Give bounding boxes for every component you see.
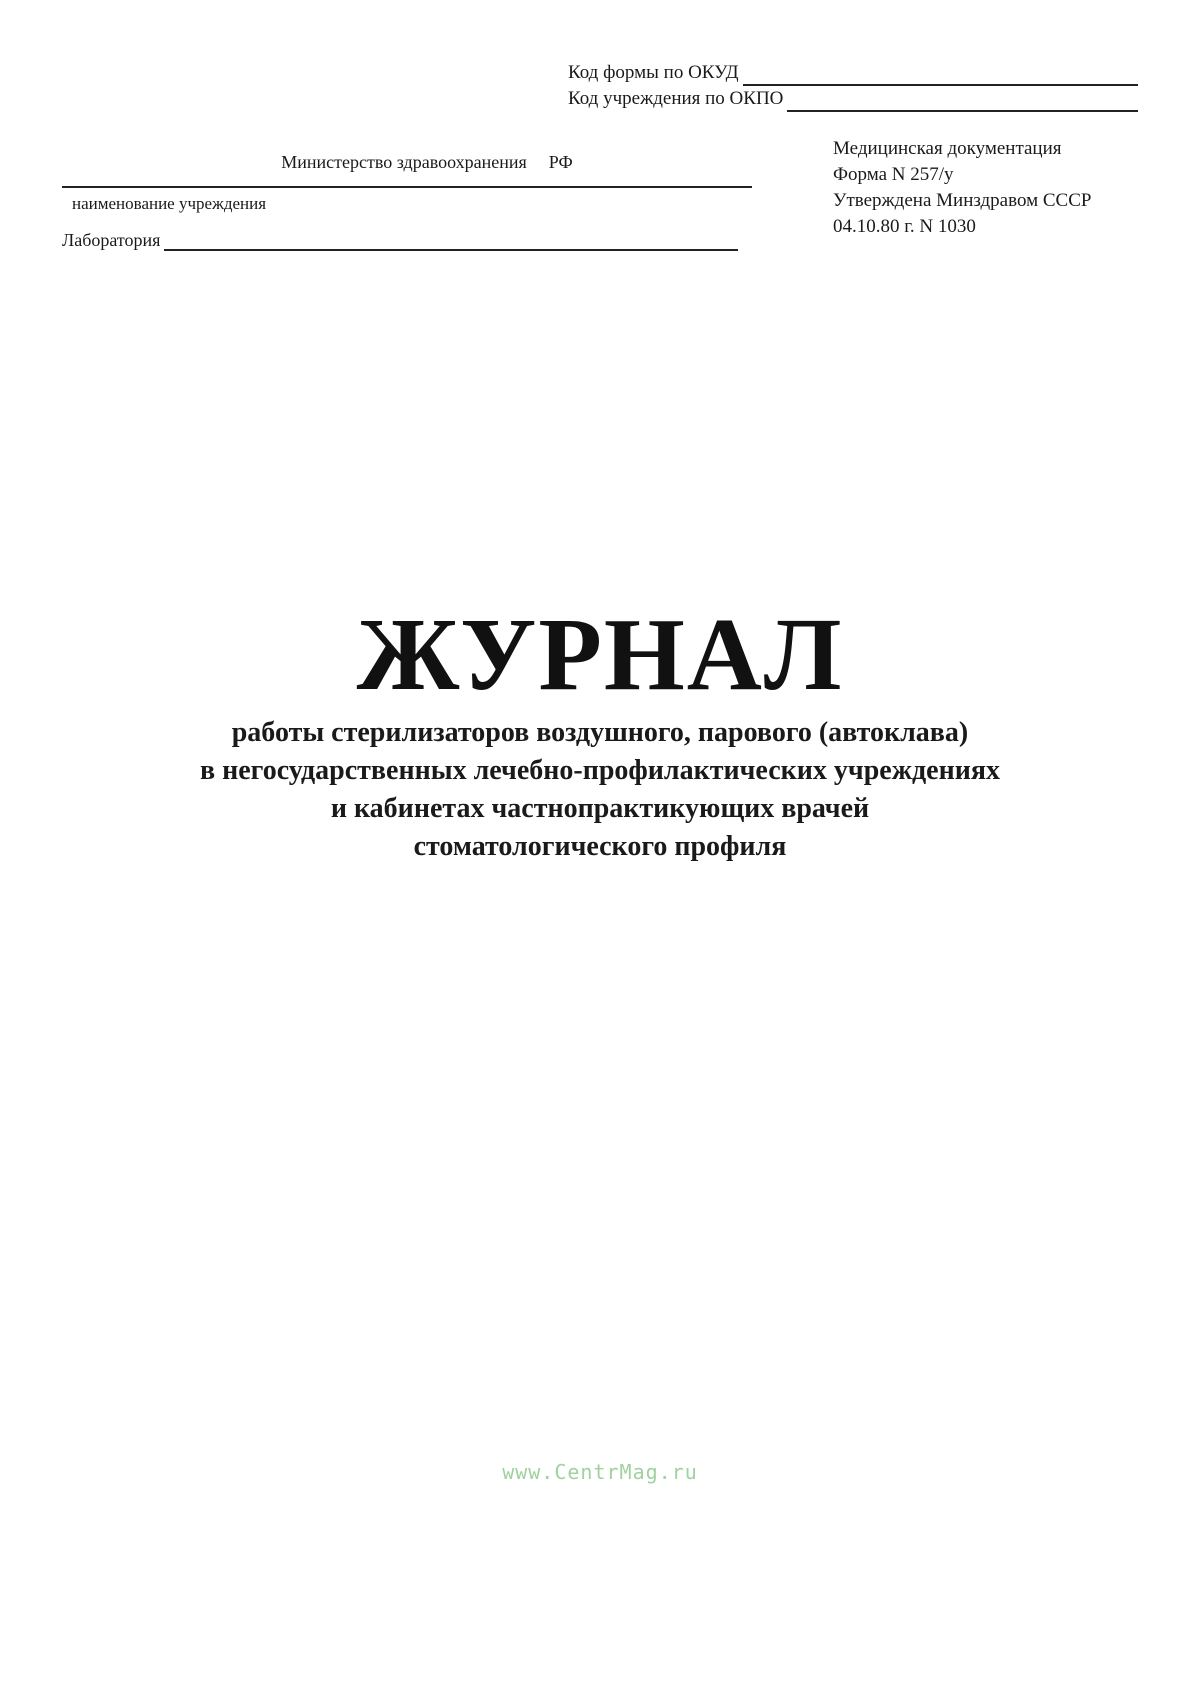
ministry-line [62, 152, 752, 178]
laboratory-field [164, 231, 738, 251]
okpo-code-field [787, 90, 1138, 112]
okpo-code-label: Код учреждения по ОКПО [568, 88, 784, 109]
meddoc-line-1: Медицинская документация [833, 138, 1062, 159]
subtitle-line-2: в негосударственных лечебно-профилактических учреждениях [200, 755, 1000, 786]
meddoc-form-number: Форма N 257/у [833, 164, 954, 185]
medical-documentation-block [833, 136, 1173, 240]
subtitle-line-3: и кабинетах частнопрактикующих врачей [330, 793, 870, 824]
form-codes-block [568, 60, 1138, 112]
subtitle [40, 714, 1160, 866]
okpo-code-row [568, 86, 1138, 112]
laboratory-label: Лаборатория [62, 230, 161, 250]
country-name: РФ [548, 152, 573, 172]
meddoc-approval-date: 04.10.80 г. N 1030 [833, 216, 976, 237]
institution-block [62, 152, 752, 251]
laboratory-row [62, 230, 738, 251]
okud-code-field [743, 64, 1138, 86]
title-block [40, 597, 1160, 866]
watermark: www.CentrMag.ru [502, 1460, 698, 1484]
ministry-name: Министерство здравоохранения [281, 152, 527, 172]
okud-code-row [568, 60, 1138, 86]
institution-caption: наименование учреждения [72, 194, 267, 213]
meddoc-approved-by: Утверждена Минздравом СССР [833, 190, 1092, 211]
subtitle-line-4: стоматологического профиля [413, 831, 787, 862]
institution-name-field [62, 186, 752, 188]
subtitle-line-1: работы стерилизаторов воздушного, парового (автоклава) [231, 717, 969, 748]
page-title: ЖУРНАЛ [356, 597, 844, 712]
okud-code-label: Код формы по ОКУД [568, 62, 739, 83]
